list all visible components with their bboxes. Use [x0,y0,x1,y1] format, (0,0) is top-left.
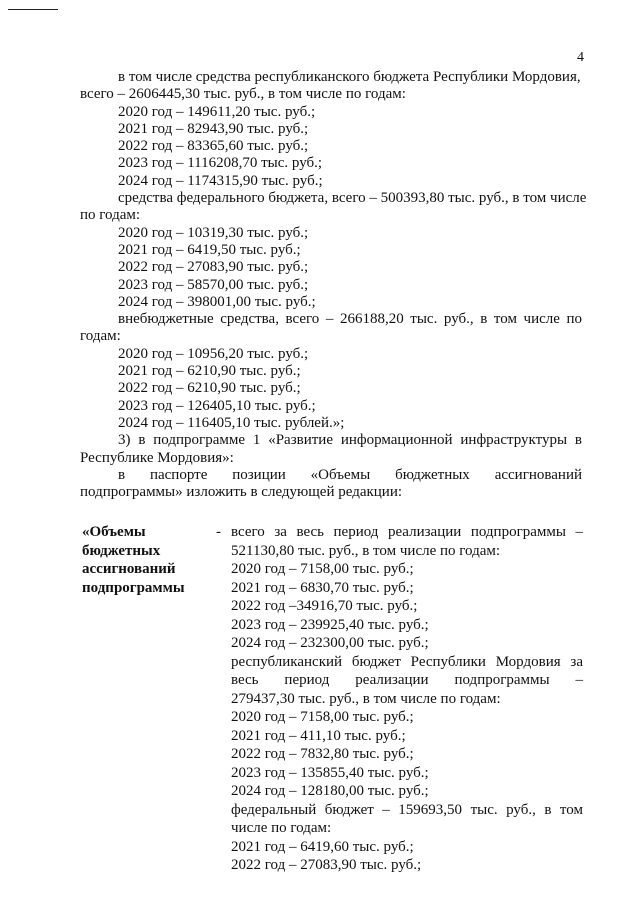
text-line: всего – 2606445,30 тыс. руб., в том числе по годам: [80,86,406,103]
text-line: 2020 год – 149611,20 тыс. руб.; [118,103,316,120]
table-position-value [231,523,583,875]
table-dash: - [216,524,221,540]
value-line: 279437,30 тыс. руб., в том числе по годам: [231,690,501,707]
text-line: 2023 год – 1116208,70 тыс. руб.; [118,155,323,172]
value-line: 521130,80 тыс. руб., в том числе по годам: [231,542,501,559]
value-line: федеральный бюджет – 159693,50 тыс. руб., в том [231,801,583,818]
text-line: 2024 год – 1174315,90 тыс. руб.; [118,172,323,189]
label-line: подпрограммы [82,579,185,596]
value-line: 2022 год – 27083,90 тыс. руб.; [231,857,422,873]
value-line: числе по годам: [231,820,332,836]
value-line: 2021 год – 6419,60 тыс. руб.; [231,838,414,855]
corner-mark-line [8,9,58,10]
text-line: 2020 год – 10319,30 тыс. руб.; [118,224,309,241]
value-line: весь период реализации подпрограммы – [231,672,583,688]
value-line: 2020 год – 7158,00 тыс. руб.; [231,561,414,577]
text-line: 2021 год – 6419,50 тыс. руб.; [118,241,301,258]
text-line: средства федерального бюджета, всего – 500393,80 тыс. руб., в том числе [118,190,587,207]
document-body [80,69,587,501]
text-line: 2022 год – 6210,90 тыс. руб.; [118,380,301,397]
text-line: 2020 год – 10956,20 тыс. руб.; [118,345,309,362]
text-line: в паспорте позиции «Объемы бюджетных ассигнований [118,466,582,483]
label-line: бюджетных [82,542,161,559]
value-line: 2024 год – 232300,00 тыс. руб.; [231,635,429,651]
text-line: 2022 год – 83365,60 тыс. руб.; [118,138,309,155]
value-line: 2021 год – 6830,70 тыс. руб.; [231,579,414,596]
text-line: внебюджетные средства, всего – 266188,20 тыс. руб., в том числе по [118,311,582,328]
text-line: по годам: [80,207,141,224]
text-line: Республике Мордовия»: [80,449,234,466]
text-line: 2023 год – 58570,00 тыс. руб.; [118,276,309,293]
text-line: 2021 год – 6210,90 тыс. руб.; [118,363,301,380]
value-line: 2021 год – 411,10 тыс. руб.; [231,727,406,744]
text-line: в том числе средства республиканского бюджета Республики Мордовия, [118,69,581,85]
value-line: 2024 год – 128180,00 тыс. руб.; [231,783,429,799]
value-line: всего за весь период реализации подпрограммы – [231,524,583,540]
text-line: 2024 год – 116405,10 тыс. рублей.»; [118,414,345,431]
value-line: 2020 год – 7158,00 тыс. руб.; [231,709,414,725]
text-line: 2021 год – 82943,90 тыс. руб.; [118,120,309,137]
text-line: 2024 год – 398001,00 тыс. руб.; [118,293,316,310]
value-line: 2023 год – 135855,40 тыс. руб.; [231,764,429,781]
value-line: 2022 год –34916,70 тыс. руб.; [231,598,418,614]
value-line: республиканский бюджет Республики Мордовия за [231,653,583,670]
page-number: 4 [577,50,584,65]
label-line: ассигнований [82,561,176,577]
text-line: подпрограммы» изложить в следующей редакции: [80,484,403,501]
value-line: 2022 год – 7832,80 тыс. руб.; [231,746,414,762]
text-line: 3) в подпрограмме 1 «Развитие информационной инфраструктуры в [118,432,582,449]
text-line: 2023 год – 126405,10 тыс. руб.; [118,397,316,414]
table-position-label [82,523,212,597]
text-line: годам: [80,328,121,345]
label-line: «Объемы [82,524,146,540]
value-line: 2023 год – 239925,40 тыс. руб.; [231,616,429,633]
text-line: 2022 год – 27083,90 тыс. руб.; [118,259,309,276]
